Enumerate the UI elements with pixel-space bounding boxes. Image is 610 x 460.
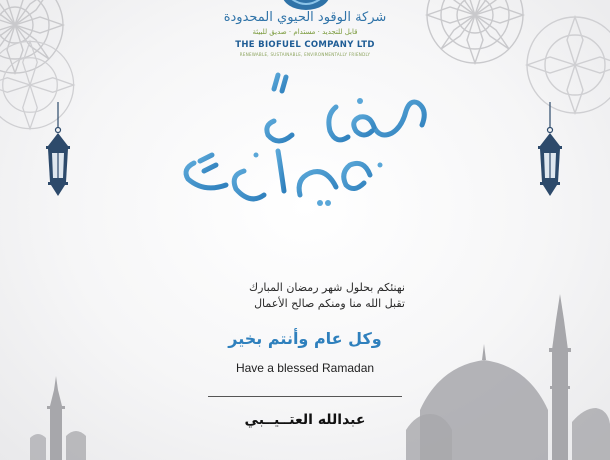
company-tagline-english: RENEWABLE, SUSTAINABLE, ENVIRONMENTALLY FRIENDLY (239, 52, 371, 57)
company-name-arabic: شركة الوقود الحيوي المحدودة (223, 10, 387, 25)
mosque-silhouette-icon (400, 290, 610, 460)
greeting-line-2: تقبل الله منا ومنكم صالح الأعمال (254, 297, 405, 310)
blessing-arabic: وكل عام وأنتم بخير (228, 329, 382, 348)
signature-name: عبدالله العتــيــبي (244, 412, 366, 428)
blessing-english: Have a blessed Ramadan (235, 361, 375, 375)
lantern-icon-right (532, 102, 568, 202)
ramadan-mubarak-calligraphy (160, 55, 450, 215)
greeting-line-1: نهنئكم بحلول شهر رمضان المبارك (249, 281, 405, 294)
minaret-silhouette-icon (30, 376, 90, 460)
lantern-icon-left (40, 102, 76, 202)
company-name-english: THE BIOFUEL COMPANY LTD (235, 40, 375, 50)
signature-divider (208, 396, 402, 397)
company-tagline-arabic: قابل للتجديد · مستدام · صديق للبيئة (252, 28, 358, 36)
